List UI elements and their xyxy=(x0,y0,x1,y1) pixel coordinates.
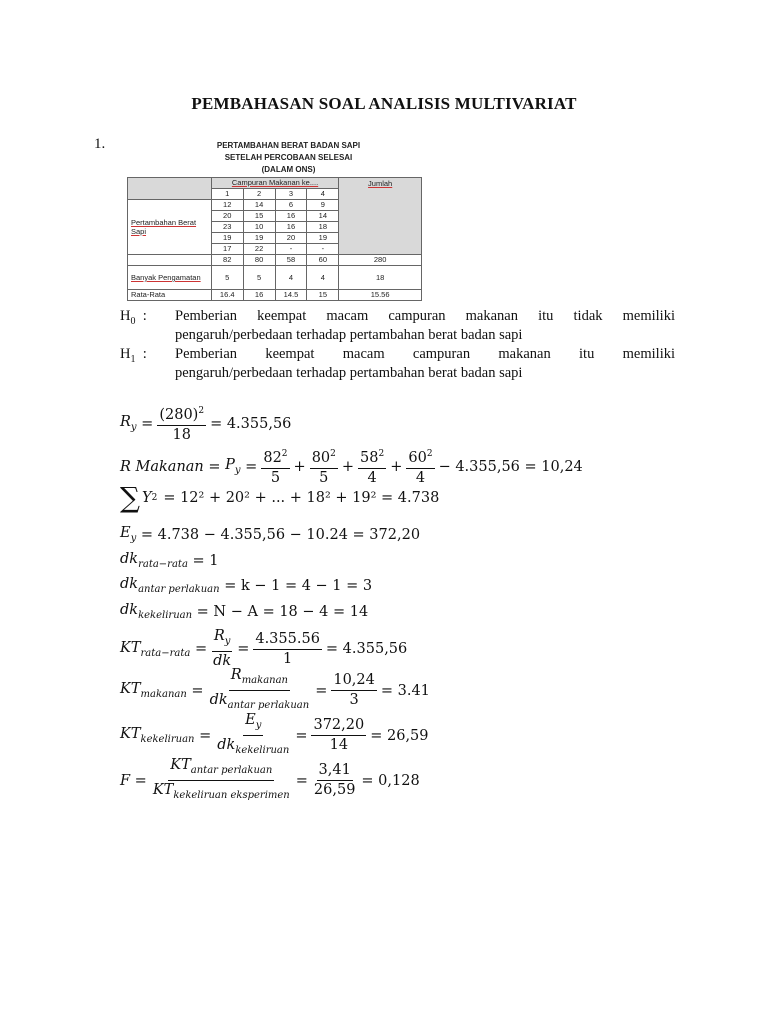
eq-f: F = $\frac{KT_{antar perlakuan}}{KT_{kekeliruan eksperimen}}$ = $\frac{3,41}{26,59}$ = 0,128 xyxy=(120,757,420,801)
table-cell: 14 xyxy=(243,200,275,211)
table-cell: 6 xyxy=(275,200,307,211)
eq-dk-rata: $dk_{rata-rata}$ = 1 xyxy=(120,551,219,570)
h1-line1: Pemberian keempat macam campuran makanan itu memiliki xyxy=(175,346,675,362)
table-cell: 10 xyxy=(243,222,275,233)
group-header: Campuran Makanan ke.... xyxy=(211,178,339,189)
h0-label: $H_0$ : xyxy=(120,308,147,327)
corner-cell xyxy=(128,178,212,200)
table-cell: 16 xyxy=(275,222,307,233)
eq-kt-kekeliruan: $KT_{kekeliruan}$ = $\frac{E_y}{dk_{kekeliruan}}$ = $\frac{372,20}{14}$ = 26,59 xyxy=(120,712,429,756)
eq-kt-rata: $KT_{rata-rata}$ = $\frac{R_y}{dk}$ = $\frac{4.355.56}{1}$ = 4.355,56 xyxy=(120,628,408,669)
mean-cell: 16 xyxy=(243,290,275,301)
count-cell: 5 xyxy=(211,266,243,290)
eq-r-makanan: R Makanan = $P_y$ = $\frac{82^2}{5}$ + $\frac{80^2}{5}$ + $\frac{58^2}{4}$ + $\frac{60^2}{4}$ − 4.355,56 = 10,24 xyxy=(120,446,583,487)
item-number: 1. xyxy=(94,136,106,152)
eq-sum-y2: ∑ Y 2 = 12² + 20² + ... + 18² + 19² = 4.738 xyxy=(120,481,440,514)
mean-cell: 16.4 xyxy=(211,290,243,301)
data-table-figure xyxy=(127,140,422,301)
hypothesis-h1 xyxy=(120,345,675,383)
col-header: 1 xyxy=(211,189,243,200)
count-cell: 4 xyxy=(275,266,307,290)
mean-cell: 15 xyxy=(307,290,339,301)
h1-label: $H_1$ : xyxy=(120,346,147,365)
table-cell: 20 xyxy=(211,211,243,222)
empty-label-cell xyxy=(128,255,212,266)
h1-line2: pengaruh/perbedaan terhadap pertambahan berat badan sapi xyxy=(175,365,523,381)
sum-cell: 60 xyxy=(307,255,339,266)
table-cell: - xyxy=(307,244,339,255)
table-cell: 9 xyxy=(307,200,339,211)
table-cell: 18 xyxy=(307,222,339,233)
total-header-cell: Jumlah xyxy=(339,178,422,255)
hypothesis-h0 xyxy=(120,307,675,345)
eq-dk-antar: $dk_{antar perlakuan}$ = k − 1 = 4 − 1 = 3 xyxy=(120,576,373,595)
table-cell: 20 xyxy=(275,233,307,244)
table-cell: 12 xyxy=(211,200,243,211)
col-header: 4 xyxy=(307,189,339,200)
data-table xyxy=(127,177,422,301)
count-total-cell: 18 xyxy=(339,266,422,290)
fraction: $\frac{(280)^2}{18}$ xyxy=(157,403,206,444)
eq-ry: $R_y$ = $\frac{(280)^2}{18}$ = 4.355,56 xyxy=(120,403,291,444)
table-cell: 22 xyxy=(243,244,275,255)
mean-total-cell: 15.56 xyxy=(339,290,422,301)
table-cell: 15 xyxy=(243,211,275,222)
table-cell: 23 xyxy=(211,222,243,233)
count-cell: 4 xyxy=(307,266,339,290)
row-label-count: Banyak Pengamatan xyxy=(128,266,212,290)
table-cell: 16 xyxy=(275,211,307,222)
table-caption: PERTAMBAHAN BERAT BADAN SAPI SETELAH PERCOBAAN SELESAI (DALAM ONS) xyxy=(216,141,361,174)
sum-cell: 80 xyxy=(243,255,275,266)
h0-line1: Pemberian keempat macam campuran makanan itu tidak memiliki xyxy=(175,308,675,324)
page-title: PEMBAHASAN SOAL ANALISIS MULTIVARIAT xyxy=(191,94,577,113)
row-label-mean: Rata-Rata xyxy=(128,290,212,301)
eq-dk-kekeliruan: $dk_{kekeliruan}$ = N − A = 18 − 4 = 14 xyxy=(120,602,369,621)
count-cell: 5 xyxy=(243,266,275,290)
sum-cell: 58 xyxy=(275,255,307,266)
table-cell: 17 xyxy=(211,244,243,255)
table-cell: 14 xyxy=(307,211,339,222)
sum-total-cell: 280 xyxy=(339,255,422,266)
h0-line2: pengaruh/perbedaan terhadap pertambahan berat badan sapi xyxy=(175,327,523,343)
table-cell: 19 xyxy=(211,233,243,244)
eq-ey: $E_y$ = 4.738 − 4.355,56 − 10.24 = 372,20 xyxy=(120,525,421,544)
table-cell: 19 xyxy=(243,233,275,244)
col-header: 3 xyxy=(275,189,307,200)
eq-kt-makanan: $KT_{makanan}$ = $\frac{R_{makanan}}{dk_{antar perlakuan}}$ = $\frac{10,24}{3}$ = 3.41 xyxy=(120,667,430,711)
row-label-gain: Pertambahan Berat Sapi xyxy=(128,200,212,255)
sum-cell: 82 xyxy=(211,255,243,266)
col-header: 2 xyxy=(243,189,275,200)
mean-cell: 14.5 xyxy=(275,290,307,301)
table-cell: - xyxy=(275,244,307,255)
table-cell: 19 xyxy=(307,233,339,244)
